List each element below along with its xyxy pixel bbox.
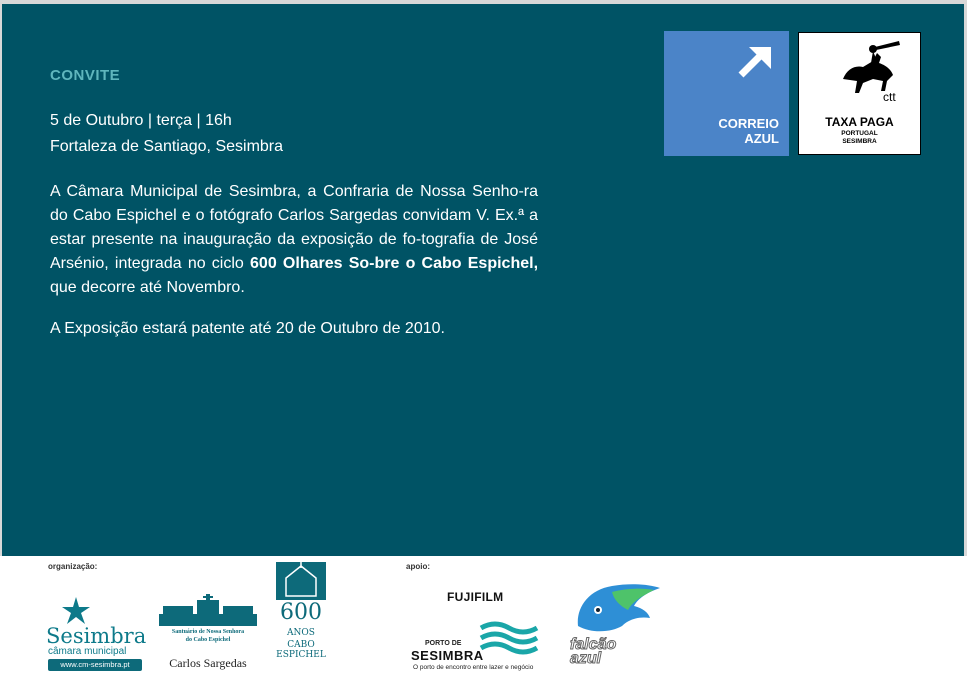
sanctuary-building-icon <box>157 594 259 628</box>
starfish-icon <box>61 596 91 626</box>
correio-azul-stamp: CORREIO AZUL <box>664 31 789 156</box>
support-label: apoio: <box>406 562 430 571</box>
waves-icon <box>479 618 539 656</box>
event-date: 5 de Outubro | terça | 16h <box>50 112 232 129</box>
exhibition-dates: A Exposição estará patente até 20 de Outubro de 2010. <box>50 320 445 337</box>
taxa-paga-stamp: ctt TAXA PAGA PORTUGAL SESIMBRA <box>798 32 921 155</box>
invitation-text: A Câmara Municipal de Sesimbra, a Confraria de Nossa Senho-ra do Cabo Espichel e o fotógrafo Carlos Sargedas convidam V. Ex.ª a estar presente na inauguração da exposição de fo-tografia de José Arsénio, integrada no ciclo 600 Olhares So-bre o Cabo Espichel, que decorre até Novembro. <box>50 183 539 296</box>
footer: organização: apoio: Sesimbra câmara municipal www.cm-sesimbra.pt Santuário de Nossa Senhora do Cabo Espichel Carlos Sargedas 600 ANOS CABO ESPICHEL FUJIFILM PORTO DE SESIMBRA O porto de encontro entre lazer e negócio falcão azul <box>0 556 967 690</box>
arrow-icon <box>737 41 777 81</box>
falcon-head-icon <box>572 580 664 636</box>
600-anos-logo: 600 ANOS CABO ESPICHEL <box>276 562 326 668</box>
fujifilm-logo: FUJIFILM <box>447 590 504 604</box>
event-place: Fortaleza de Santiago, Sesimbra <box>50 138 284 155</box>
invitation-card <box>2 4 964 556</box>
porto-sesimbra-logo: PORTO DE SESIMBRA O porto de encontro entre lazer e negócio <box>411 618 546 678</box>
svg-text:ctt: ctt <box>883 90 896 104</box>
organization-label: organização: <box>48 562 98 571</box>
cycle-title: 600 Olhares So-bre o Cabo Espichel, <box>250 255 539 272</box>
invite-heading: CONVITE <box>50 67 121 84</box>
falcao-azul-logo: falcão azul <box>568 580 668 670</box>
sesimbra-url: www.cm-sesimbra.pt <box>48 659 142 671</box>
ctt-horseman-icon <box>833 39 909 105</box>
chapel-icon <box>276 562 326 600</box>
carlos-sargedas: Carlos Sargedas <box>169 656 247 670</box>
